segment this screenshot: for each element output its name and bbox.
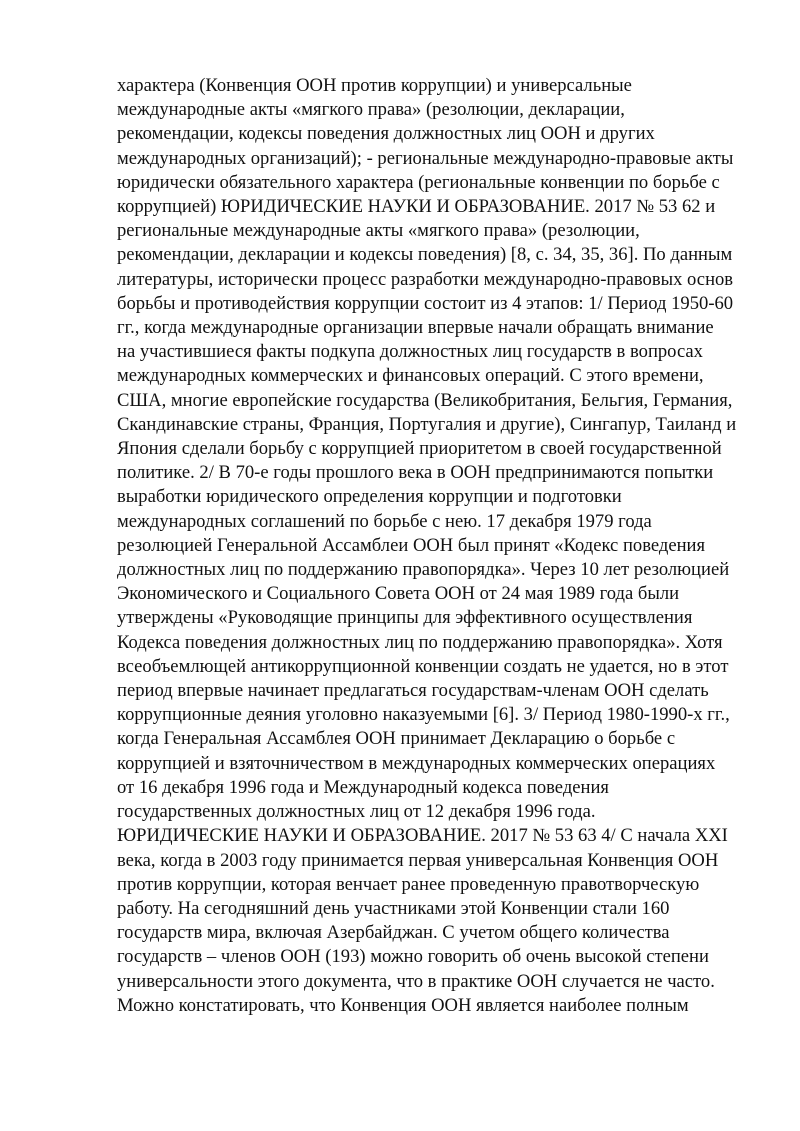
text-line: когда Генеральная Ассамблея ООН принимает Декларацию о борьбе с xyxy=(117,728,676,750)
text-line: юридически обязательного характера (региональные конвенции по борьбе с xyxy=(117,171,720,193)
text-line: должностных лиц по поддержанию правопорядка». Через 10 лет резолюцией xyxy=(117,559,730,581)
text-line: от 16 декабря 1996 года и Международный кодекса поведения xyxy=(117,776,609,798)
text-line: Скандинавские страны, Франция, Португалия и другие), Сингапур, Таиланд и xyxy=(117,413,737,435)
text-line: гг., когда международные организации впервые начали обращать внимание xyxy=(117,317,714,339)
text-line: международные акты «мягкого права» (резолюции, декларации, xyxy=(117,99,625,121)
text-line: государств мира, включая Азербайджан. С учетом общего количества xyxy=(117,922,670,944)
text-line: коррупцией и взяточничеством в международных коммерческих операциях xyxy=(117,752,716,774)
text-line: выработки юридического определения коррупции и подготовки xyxy=(117,486,622,508)
text-line: региональные международные акты «мягкого права» (резолюции, xyxy=(117,220,640,242)
text-line: утверждены «Руководящие принципы для эффективного осуществления xyxy=(117,607,693,629)
text-line: века, когда в 2003 году принимается первая универсальная Конвенция ООН xyxy=(117,849,719,871)
text-line: рекомендации, кодексы поведения должностных лиц ООН и других xyxy=(117,123,655,145)
text-line: международных организаций); - региональные международно-правовые акты xyxy=(117,147,734,169)
text-line: государств – членов ООН (193) можно говорить об очень высокой степени xyxy=(117,946,709,968)
text-line: универсальности этого документа, что в практике ООН случается не часто. xyxy=(117,970,715,992)
text-line: ЮРИДИЧЕСКИЕ НАУКИ И ОБРАЗОВАНИЕ. 2017 № 53 63 4/ С начала XXI xyxy=(117,825,728,847)
text-line: международных коммерческих и финансовых операций. С этого времени, xyxy=(117,365,704,387)
text-line: период впервые начинает предлагаться государствам-членам ООН сделать xyxy=(117,680,709,702)
text-line: политике. 2/ В 70-е годы прошлого века в ООН предпринимаются попытки xyxy=(117,462,714,484)
text-line: государственных должностных лиц от 12 декабря 1996 года. xyxy=(117,801,596,823)
text-line: рекомендации, декларации и кодексы поведения) [8, с. 34, 35, 36]. По данным xyxy=(117,244,733,266)
text-line: характера (Конвенция ООН против коррупции) и универсальные xyxy=(117,75,632,96)
text-line: резолюцией Генеральной Ассамблеи ООН был принят «Кодекс поведения xyxy=(117,534,706,556)
text-line: Кодекса поведения должностных лиц по поддержанию правопорядка». Хотя xyxy=(117,631,723,653)
text-line: на участившиеся факты подкупа должностных лиц государств в вопросах xyxy=(117,341,703,363)
text-line: США, многие европейские государства (Великобритания, Бельгия, Германия, xyxy=(117,389,733,411)
text-line: литературы, исторически процесс разработки международно-правовых основ xyxy=(117,268,734,290)
text-line: международных соглашений по борьбе с нею. 17 декабря 1979 года xyxy=(117,510,652,532)
text-line: против коррупции, которая венчает ранее проведенную правотворческую xyxy=(117,873,700,895)
text-line: работу. На сегодняшний день участниками этой Конвенции стали 160 xyxy=(117,897,670,919)
text-line: коррупцией) ЮРИДИЧЕСКИЕ НАУКИ И ОБРАЗОВАНИЕ. 2017 № 53 62 и xyxy=(117,196,716,218)
text-line: Экономического и Социального Совета ООН от 24 мая 1989 года были xyxy=(117,583,680,605)
text-line: коррупционные деяния уголовно наказуемыми [6]. 3/ Период 1980-1990-х гг., xyxy=(117,704,730,726)
body-text xyxy=(117,74,757,1018)
text-line: всеобъемлющей антикоррупционной конвенции создать не удается, но в этот xyxy=(117,655,729,677)
text-line: Япония сделали борьбу с коррупцией приоритетом в своей государственной xyxy=(117,438,722,460)
text-line: борьбы и противодействия коррупции состоит из 4 этапов: 1/ Период 1950-60 xyxy=(117,292,734,314)
text-line: Можно констатировать, что Конвенция ООН является наиболее полным xyxy=(117,994,689,1016)
